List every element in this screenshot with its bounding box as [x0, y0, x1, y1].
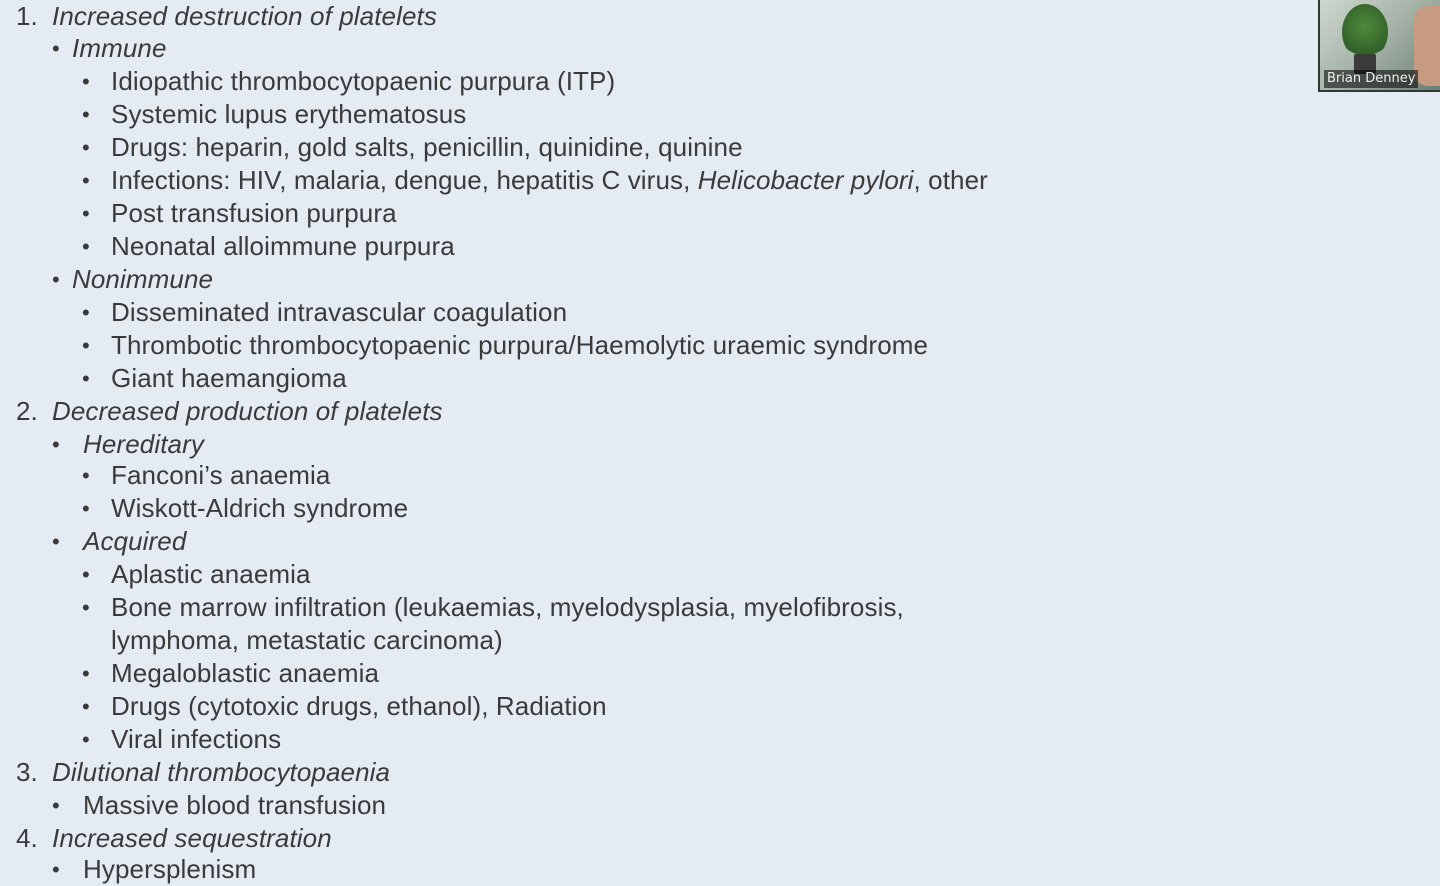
bullet-icon: •: [82, 496, 90, 521]
list-item-text-italic: Helicobacter pylori: [697, 165, 914, 195]
list-item-text: Systemic lupus erythematosus: [111, 99, 467, 129]
subheading-text: Acquired: [83, 526, 187, 556]
bullet-icon: •: [82, 102, 90, 127]
subheading-text: Hereditary: [83, 429, 204, 459]
list-item-text: Fanconi’s anaemia: [111, 460, 331, 490]
bullet-icon: •: [82, 333, 90, 358]
section-heading-text: Dilutional thrombocytopaenia: [52, 757, 391, 787]
subheading-text: Immune: [72, 33, 167, 63]
list-item-text-part: Infections: HIV, malaria, dengue, hepatitis C virus,: [111, 165, 698, 195]
bullet-icon: •: [52, 36, 60, 61]
bullet-icon: •: [52, 432, 60, 457]
list-item-text: Massive blood transfusion: [83, 790, 387, 820]
bullet-icon: •: [82, 595, 90, 620]
list-number: 3.: [16, 757, 38, 787]
bullet-icon: •: [82, 300, 90, 325]
bullet-icon: •: [82, 366, 90, 391]
bullet-icon: •: [82, 234, 90, 259]
list-number: 2.: [16, 396, 38, 426]
bullet-icon: •: [52, 529, 60, 554]
section-heading-text: Increased sequestration: [52, 823, 332, 853]
bullet-icon: •: [52, 267, 60, 292]
bullet-icon: •: [82, 69, 90, 94]
bullet-icon: •: [52, 857, 60, 882]
list-item-text: Neonatal alloimmune purpura: [111, 231, 455, 261]
list-number: 4.: [16, 823, 38, 853]
list-item-text: Drugs (cytotoxic drugs, ethanol), Radiation: [111, 691, 607, 721]
list-item-text: Aplastic anaemia: [111, 559, 311, 589]
bullet-icon: •: [82, 562, 90, 587]
list-item-text: Viral infections: [111, 724, 282, 754]
list-item-text: [111, 164, 988, 197]
list-item-text: Post transfusion purpura: [111, 198, 397, 228]
section-heading-text: Increased destruction of platelets: [52, 1, 437, 31]
list-item-text: Wiskott-Aldrich syndrome: [111, 493, 409, 523]
list-item-text: Thrombotic thrombocytopaenic purpura/Haemolytic uraemic syndrome: [111, 330, 929, 360]
bullet-icon: •: [82, 201, 90, 226]
list-number: 1.: [16, 1, 38, 31]
bullet-icon: •: [82, 168, 90, 193]
participant-video-thumbnail[interactable]: [1318, 0, 1440, 92]
bullet-icon: •: [82, 661, 90, 686]
subheading-text: Nonimmune: [72, 264, 214, 294]
bullet-icon: •: [82, 135, 90, 160]
list-item-text-part: , other: [913, 165, 988, 195]
list-item-text: Megaloblastic anaemia: [111, 658, 380, 688]
list-item-text: Hypersplenism: [83, 854, 257, 884]
participant-name-label: Brian Denney: [1324, 70, 1418, 88]
bullet-icon: •: [82, 727, 90, 752]
bullet-icon: •: [82, 694, 90, 719]
section-heading-text: Decreased production of platelets: [52, 396, 443, 426]
bullet-icon: •: [82, 463, 90, 488]
list-item-text: lymphoma, metastatic carcinoma): [111, 625, 503, 655]
plant-image: [1342, 4, 1388, 60]
list-item-text: Giant haemangioma: [111, 363, 347, 393]
list-item-text: Disseminated intravascular coagulation: [111, 297, 568, 327]
list-item-text: Drugs: heparin, gold salts, penicillin, quinidine, quinine: [111, 132, 743, 162]
list-item-text: Idiopathic thrombocytopaenic purpura (ITP): [111, 66, 616, 96]
bullet-icon: •: [52, 793, 60, 818]
list-item-text: Bone marrow infiltration (leukaemias, myelodysplasia, myelofibrosis,: [111, 592, 904, 622]
